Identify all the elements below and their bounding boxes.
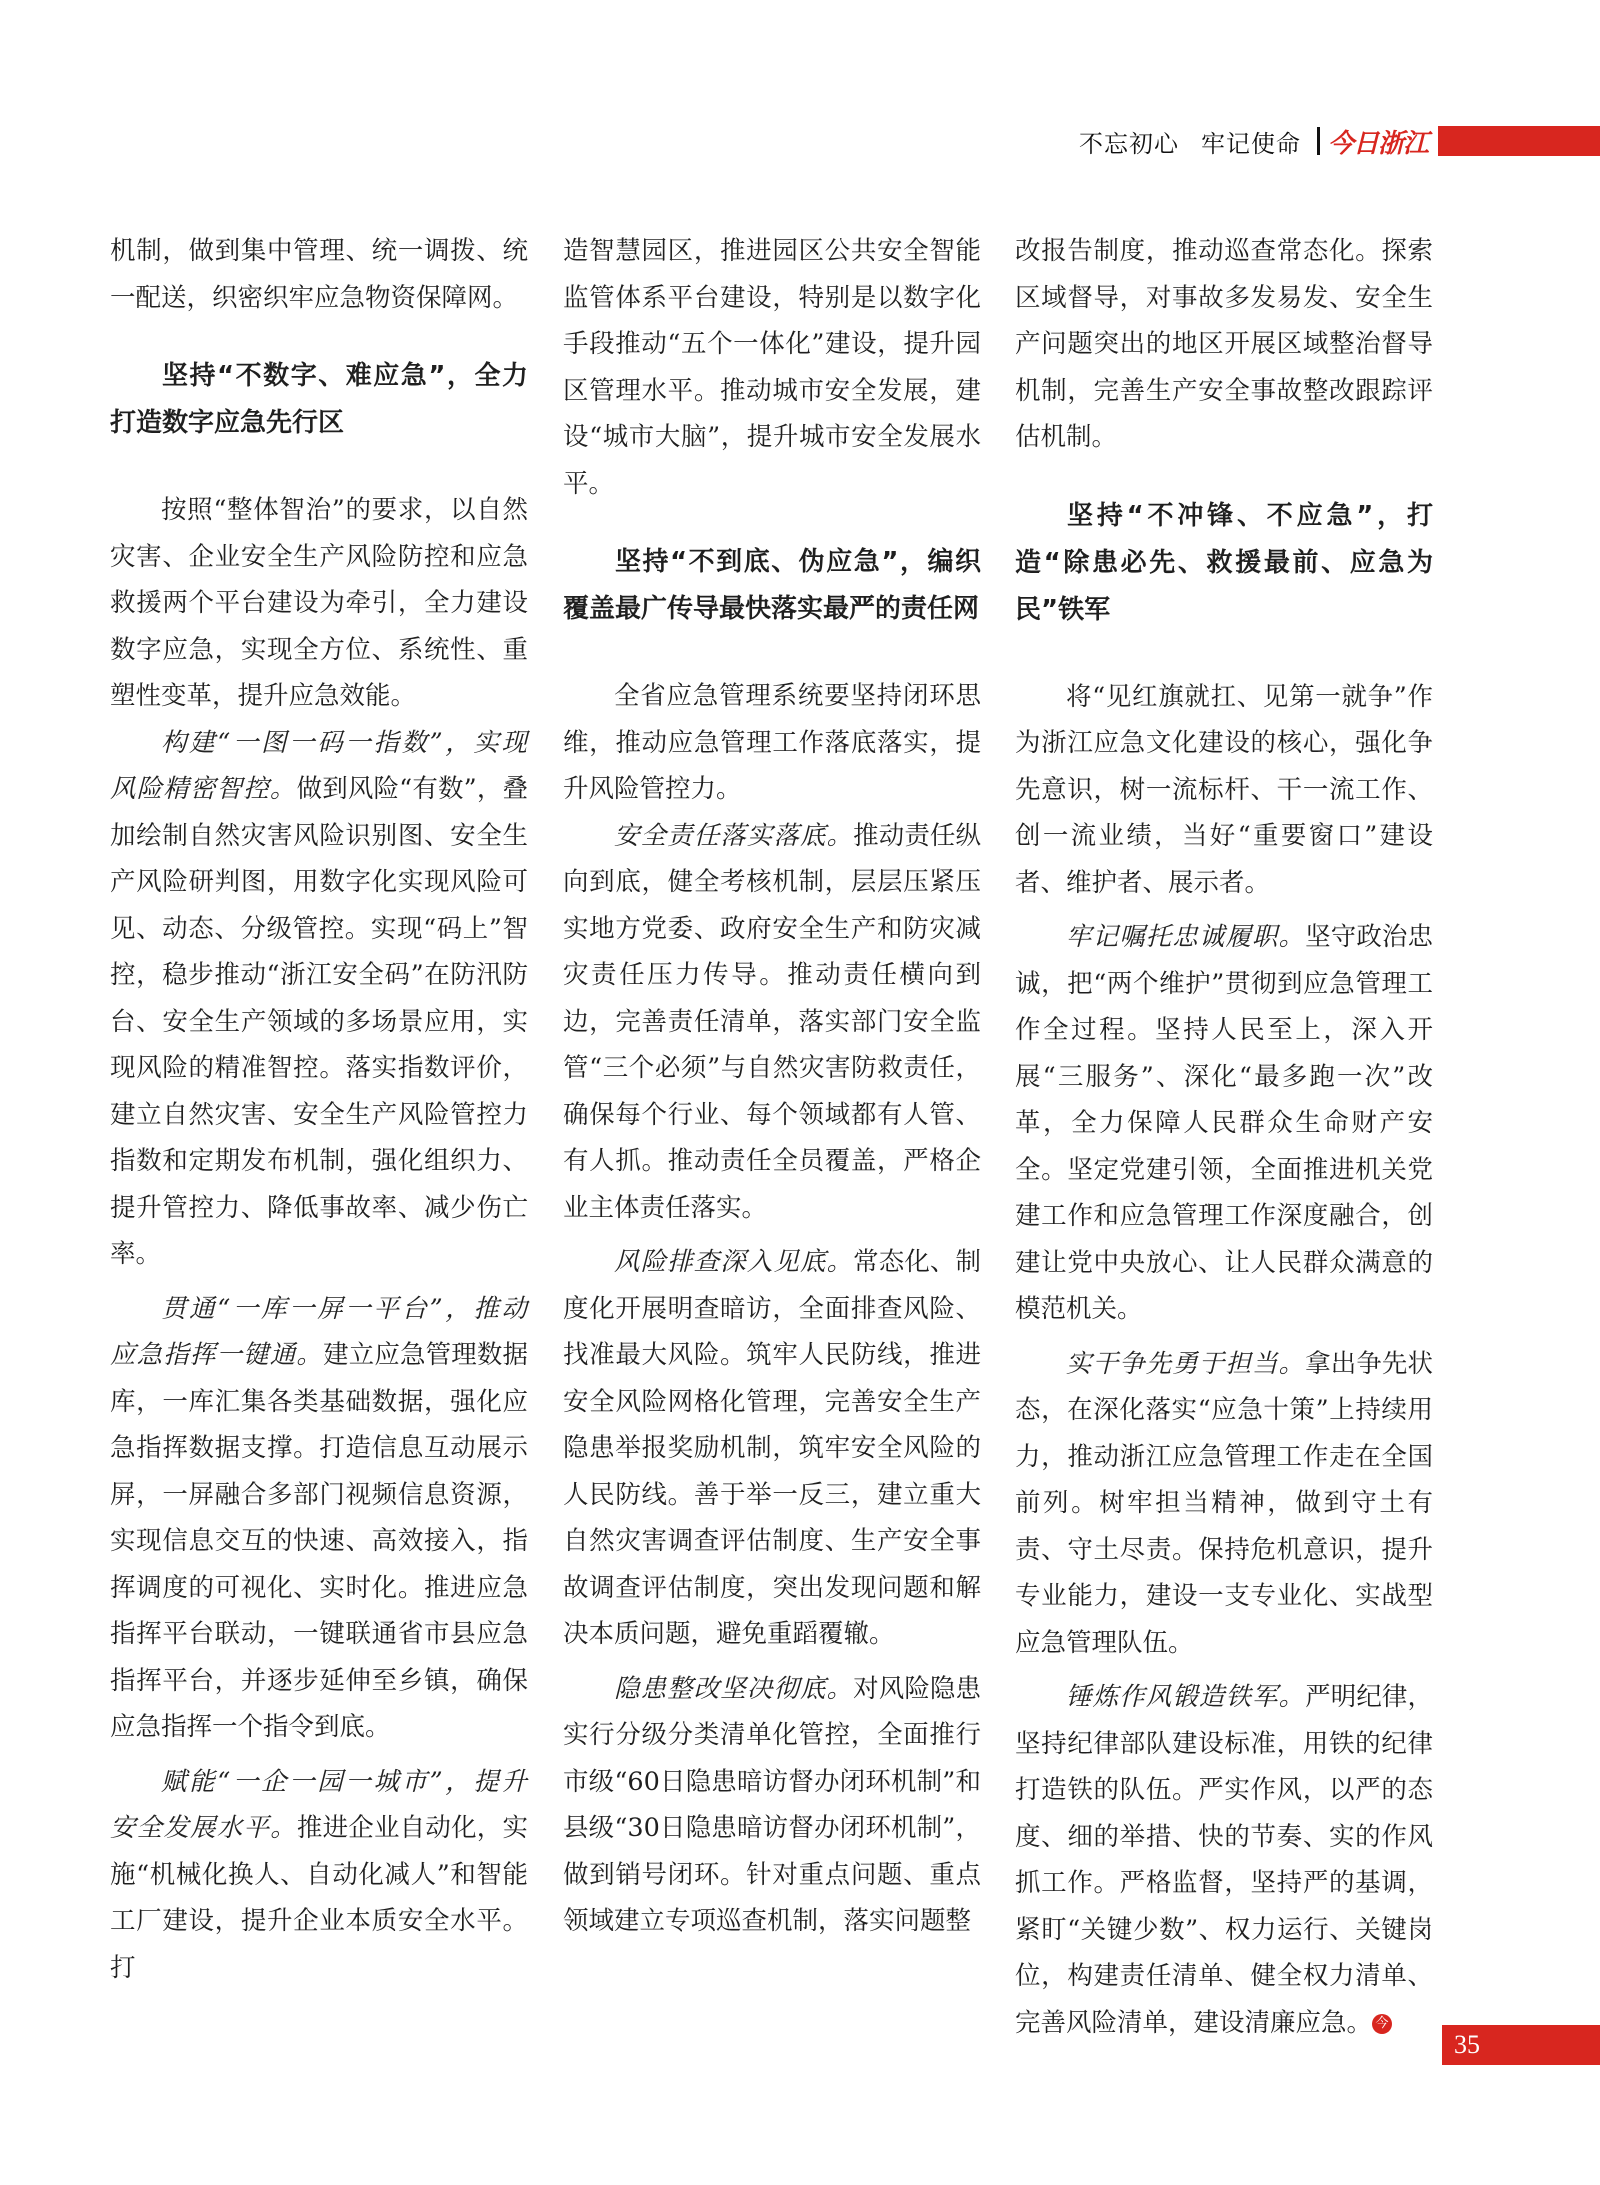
column-1 <box>110 228 528 1991</box>
paragraph-lead: 赋能“一企一园一城市”，提升安全发展水平。 <box>110 1766 528 1843</box>
paragraph-lead: 锤炼作风锻造铁军。 <box>1066 1682 1306 1712</box>
paragraph-body: 推动责任纵向到底，健全考核机制，层层压紧压实地方党委、政府安全生产和防灾减灾责任压力传导。推动责任横向到边，完善责任清单，落实部门安全监管“三个必须”与自然灾害防救责任，确保每个行业、每个领域都有人管、有人抓。推动责任全员覆盖，严格企业主体责任落实。 <box>563 820 981 1223</box>
paragraph-lead: 安全责任落实落底。 <box>614 820 854 851</box>
header-divider <box>1317 127 1320 155</box>
paragraph-body: 做到风险“有数”，叠加绘制自然灾害风险识别图、安全生产风险研判图，用数字化实现风险可见、动态、分级管控。实现“码上”智控，稳步推动“浙江安全码”在防汛防台、安全生产领域的多场景应用，实现风险的精准智控。落实指数评价，建立自然灾害、安全生产风险管控力指数和定期发布机制，强化组织力、提升管控力、降低事故率、减少伤亡率。 <box>110 774 528 1269</box>
paragraph-lead: 贯通“一库一屏一平台”，推动应急指挥一键通。 <box>110 1293 528 1370</box>
page-number: 35 <box>1442 2025 1600 2065</box>
magazine-logo: 今日浙江 <box>1327 128 1428 159</box>
paragraph-body: 推进企业自动化，实施“机械化换人、自动化减人”和智能工厂建设，提升企业本质安全水平。打 <box>110 1813 528 1983</box>
paragraph <box>563 1666 981 1945</box>
paragraph <box>110 720 528 1278</box>
paragraph-body: 严明纪律，坚持纪律部队建设标准，用铁的纪律打造铁的队伍。严实作风，以严的态度、细的举措、快的节奏、实的作风抓工作。严格监督，坚持严的基调，紧盯“关键少数”、权力运行、关键岗位，构建责任清单、健全权力清单、完善风险清单，建设清廉应急。 <box>1015 1682 1433 2038</box>
paragraph <box>1015 1674 1433 2046</box>
paragraph <box>110 1286 528 1751</box>
paragraph: 按照“整体智治”的要求，以自然灾害、企业安全生产风险防控和应急救援两个平台建设为牵引，全力建设数字应急，实现全方位、系统性、重塑性变革，提升应急效能。 <box>110 495 528 711</box>
paragraph <box>563 1239 981 1658</box>
section-heading: 坚持“不到底、伪应急”，编织覆盖最广传导最快落实最严的责任网 <box>563 547 981 624</box>
paragraph-body: 坚守政治忠诚，把“两个维护”贯彻到应急管理工作全过程。坚持人民至上，深入开展“三服务”、深化“最多跑一次”改革，全力保障人民群众生命财产安全。坚定党建引领，全面推进机关党建工作和应急管理工作深度融合，创建让党中央放心、让人民群众满意的模范机关。 <box>1015 922 1433 1324</box>
paragraph: 全省应急管理系统要坚持闭环思维，推动应急管理工作落底落实，提升风险管控力。 <box>563 681 981 804</box>
paragraph <box>1015 914 1433 1333</box>
paragraph: 将“见红旗就扛、见第一就争”作为浙江应急文化建设的核心，强化争先意识，树一流标杆、干一流工作、创一流业绩，当好“重要窗口”建设者、维护者、展示者。 <box>1015 681 1433 898</box>
paragraph-lead: 牢记嘱托忠诚履职。 <box>1066 922 1306 952</box>
paragraph: 机制，做到集中管理、统一调拨、统一配送，织密织牢应急物资保障网。 <box>110 236 528 313</box>
column-2 <box>563 228 981 1945</box>
section-heading: 坚持“不数字、难应急”，全力打造数字应急先行区 <box>110 361 528 438</box>
paragraph-lead: 风险排查深入见底。 <box>614 1247 854 1277</box>
paragraph <box>1015 1341 1433 1667</box>
header-slogan-1: 不忘初心 <box>1078 129 1179 158</box>
paragraph-lead: 隐患整改坚决彻底。 <box>614 1673 854 1704</box>
page-header <box>1079 124 1600 158</box>
paragraph: 造智慧园区，推进园区公共安全智能监管体系平台建设，特别是以数字化手段推动“五个一体化”建设，提升园区管理水平。推动城市安全发展，建设“城市大脑”，提升城市安全发展水平。 <box>563 236 981 499</box>
header-slogan-2: 牢记使命 <box>1200 129 1301 158</box>
paragraph-body: 建立应急管理数据库，一库汇集各类基础数据，强化应急指挥数据支撑。打造信息互动展示屏，一屏融合多部门视频信息资源，实现信息交互的快速、高效接入，指挥调度的可视化、实时化。推进应急指挥平台联动，一键联通省市县应急指挥平台，并逐步延伸至乡镇，确保应急指挥一个指令到底。 <box>110 1340 528 1742</box>
section-heading: 坚持“不冲锋、不应急”，打造“除患必先、救援最前、应急为民”铁军 <box>1015 500 1433 625</box>
column-3 <box>1015 228 1433 2046</box>
article-end-icon: 今 <box>1372 2014 1392 2034</box>
paragraph-lead: 构建“一图一码一指数”，实现风险精密智控。 <box>110 727 528 804</box>
paragraph-body: 拿出争先状态，在深化落实“应急十策”上持续用力，推动浙江应急管理工作走在全国前列。树牢担当精神，做到守土有责、守土尽责。保持危机意识，提升专业能力，建设一支专业化、实战型应急管理队伍。 <box>1015 1348 1433 1658</box>
paragraph-lead: 实干争先勇于担当。 <box>1066 1348 1306 1379</box>
paragraph: 改报告制度，推动巡查常态化。探索区域督导，对事故多发易发、安全生产问题突出的地区开展区域整治督导机制，完善生产安全事故整改跟踪评估机制。 <box>1015 236 1433 452</box>
paragraph <box>110 1759 528 1992</box>
header-red-bar <box>1438 126 1600 156</box>
paragraph-body: 对风险隐患实行分级分类清单化管控，全面推行市级“60日隐患暗访督办闭环机制”和县级“30日隐患暗访督办闭环机制”，做到销号闭环。针对重点问题、重点领域建立专项巡查机制，落实问题整 <box>563 1673 981 1936</box>
paragraph-body: 常态化、制度化开展明查暗访，全面排查风险、找准最大风险。筑牢人民防线，推进安全风险网格化管理，完善安全生产隐患举报奖励机制，筑牢安全风险的人民防线。善于举一反三，建立重大自然灾害调查评估制度、生产安全事故调查评估制度，突出发现问题和解决本质问题，避免重蹈覆辙。 <box>563 1247 981 1649</box>
paragraph <box>563 813 981 1232</box>
